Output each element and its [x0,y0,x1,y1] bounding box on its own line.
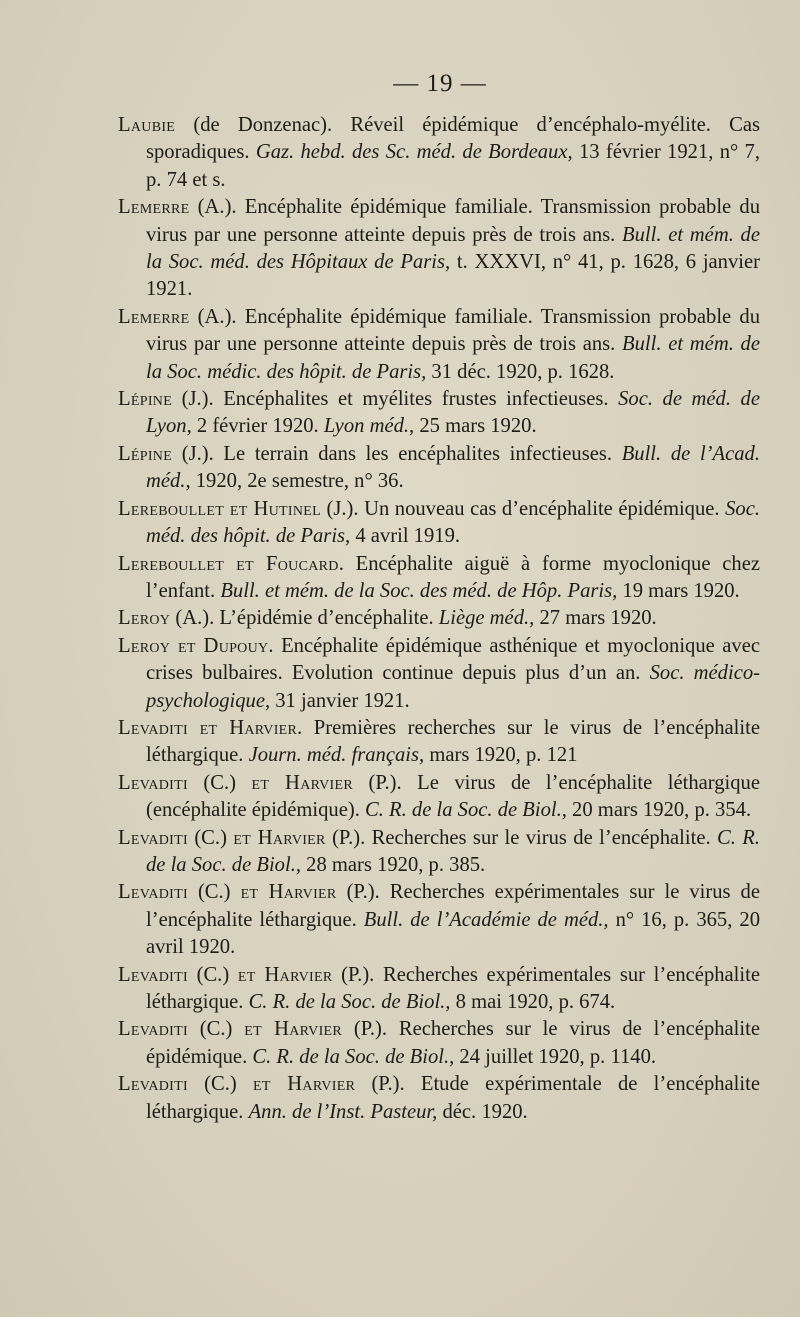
entry-journal: Soc. méd. des hôpit. de Paris, [146,497,760,548]
entry-details: 4 avril 1919. [350,525,461,548]
entry-initial: (C.) [187,826,234,849]
entry-details: t. XXXVI, n° 41, p. 1628, 6 janvier 1921. [146,251,760,301]
entry-journal: Bull. et mém. de la Soc. méd. des Hôpitaux de Paris, [146,223,760,274]
entry-author-2: Foucard [266,552,339,575]
entry-author-2: Harvier [270,1073,356,1096]
entry-journal: C. R. de la Soc. de Biol., [365,799,567,822]
entry-details: 31 janvier 1921. [270,689,410,712]
entry-text: (de Donzenac). Réveil épidémique d’encéphalo-myélite. Cas sporadiques. [146,114,760,164]
entry-text: (J.). Le terrain dans les encéphalites infectieuses. [172,442,622,465]
entry-text: (P.). Recherches sur le virus de l’encéphalite épidémique. [146,1018,760,1068]
entry-journal: Gaz. hebd. des Sc. méd. de Bordeaux, [255,141,573,164]
entry-conjunction: et [224,552,267,575]
entry-conjunction: et [187,716,230,739]
entry-author: Lemerre [118,196,190,219]
entry-details: 24 juillet 1920, p. 1140. [454,1045,657,1068]
entry-text: (A.). Encéphalite épidémique familiale. Transmission probable du virus par une personne atteinte depuis près de trois ans. [146,196,760,246]
entry-details: n° 16, p. 365, 20 avril 1920. [146,908,760,959]
entry-text: (A.). L’épidémie d’encéphalite. [170,607,439,630]
entry-journal-2: Lyon méd., [323,415,415,438]
entry-author-2: Harvier [255,963,333,986]
entry-text: (A.). Encéphalite épidémique familiale. Transmission probable du virus par une personne atteinte depuis près de trois ans. [146,305,760,356]
bibliography-entry [118,194,760,304]
entry-author: Levaditi [118,881,188,904]
bibliography-entry [118,386,760,441]
entry-author: Levaditi [118,826,188,849]
bibliography-list [118,112,760,1126]
bibliography-entry [118,441,760,496]
entry-journal: Bull. et mém. de la Soc. médic. des hôpit. de Paris, [146,333,760,383]
bibliography-entry [118,605,760,632]
entry-author: Levaditi [118,716,188,739]
entry-text: . Premières recherches sur le virus de l’encéphalite léthargique. [146,716,760,767]
entry-author: Lereboullet [118,497,225,520]
entry-journal: Bull. de l’Académie de méd., [363,908,609,931]
bibliography-entry [118,1016,760,1071]
entry-details: 13 février 1921, n° 7, p. 74 et s. [146,141,761,191]
entry-author-2: Harvier [258,881,337,904]
entry-journal: C. R. de la Soc. de Biol., [248,991,451,1013]
entry-journal: Journ. méd. français, [248,744,425,767]
entry-initial: (C.) [187,1018,245,1041]
entry-journal: Liège méd., [438,607,535,630]
entry-text: (P.). Recherches expérimentales sur l’encéphalite léthargique. [146,963,760,1013]
entry-author-2: Harvier [229,716,298,739]
entry-conjunction: et [170,634,204,657]
entry-author: Lépine [118,442,173,465]
entry-text: . Encéphalite aiguë à forme myoclonique chez l’enfant. [146,552,760,602]
entry-journal: Bull. et mém. de la Soc. des méd. de Hôp. Paris, [220,579,618,602]
entry-author: Lereboullet [118,552,225,575]
bibliography-entry [118,770,760,825]
entry-author-2: Harvier [261,1018,343,1041]
entry-details: mars 1920, p. 121 [424,744,578,767]
entry-journal: Soc. de méd. de Lyon, [146,388,760,438]
bibliography-entry [118,1071,760,1126]
entry-journal: Bull. de l’Acad. méd., [146,442,760,493]
entry-details: 19 mars 1920. [617,579,740,602]
entry-journal: C. R. de la Soc. de Biol., [146,826,760,876]
bibliography-entry [118,304,760,386]
entry-initial: (C.) [187,1073,253,1096]
entry-details: 28 mars 1920, p. 385. [301,853,486,876]
entry-journal: Soc. médico-psychologique, [146,662,760,712]
entry-details: 31 déc. 1920, p. 1628. [426,360,615,383]
bibliography-entry [118,962,760,1017]
entry-author: Leroy [118,607,171,630]
entry-text: (P.). Recherches sur le virus de l’encéphalite. [325,826,717,849]
entry-author: Leroy [118,634,171,657]
bibliography-entry [118,112,760,194]
entry-author: Levaditi [118,1073,188,1096]
entry-text: (P.). Le virus de l’encéphalite léthargique (encéphalite épidémique). [146,771,760,822]
entry-author-2: Harvier [251,826,326,849]
bibliography-entry [118,879,760,961]
bibliography-entry [118,496,760,551]
entry-author: Levaditi [118,963,188,986]
page-number: — 19 — [393,70,487,97]
entry-author-2: Hutinel [253,497,321,520]
entry-text: (J.). Encéphalites et myélites frustes infectieuses. [172,388,619,411]
bibliography-entry [118,715,760,770]
entry-text: (J.). Un nouveau cas d’encéphalite épidémique. [320,497,726,520]
entry-journal: Ann. de l’Inst. Pasteur, [248,1100,438,1123]
entry-author: Lemerre [118,305,190,328]
entry-details: 8 mai 1920, p. 674. [450,991,616,1013]
entry-text: (P.). Etude expérimentale de l’encéphalite léthargique. [146,1073,760,1123]
entry-initial: (C.) [187,963,238,986]
entry-details: 1920, 2e semestre, n° 36. [190,470,404,493]
entry-conjunction: et [233,826,252,849]
entry-author-2: Dupouy [203,634,269,657]
entry-details: 2 février 1920. [191,415,324,438]
entry-conjunction: et [240,881,259,904]
entry-author-2: Harvier [269,771,353,794]
entry-text: . Encéphalite épidémique asthénique et myoclonique avec crises bulbaires. Evolution continue depuis plus d’un an. [146,634,760,685]
entry-author: Laubie [118,114,176,136]
bibliography-entry [118,551,760,606]
entry-author: Lépine [118,388,173,411]
entry-author: Levaditi [118,771,188,794]
bibliography-entry [118,825,760,880]
entry-details: 20 mars 1920, p. 354. [566,799,752,822]
entry-details: déc. 1920. [437,1100,528,1123]
entry-conjunction: et [237,963,256,986]
entry-conjunction: et [253,1073,271,1096]
entry-conjunction: et [244,1018,262,1041]
entry-conjunction: et [224,497,254,520]
entry-author: Levaditi [118,1018,188,1041]
entry-conjunction: et [251,771,270,794]
entry-details-2: 25 mars 1920. [414,415,537,438]
entry-initial: (C.) [187,771,252,794]
entry-text: (P.). Recherches expérimentales sur le virus de l’encéphalite léthargique. [146,881,760,931]
entry-details: 27 mars 1920. [534,607,657,630]
entry-journal: C. R. de la Soc. de Biol., [252,1045,455,1068]
bibliography-entry [118,633,760,715]
entry-initial: (C.) [187,881,241,904]
